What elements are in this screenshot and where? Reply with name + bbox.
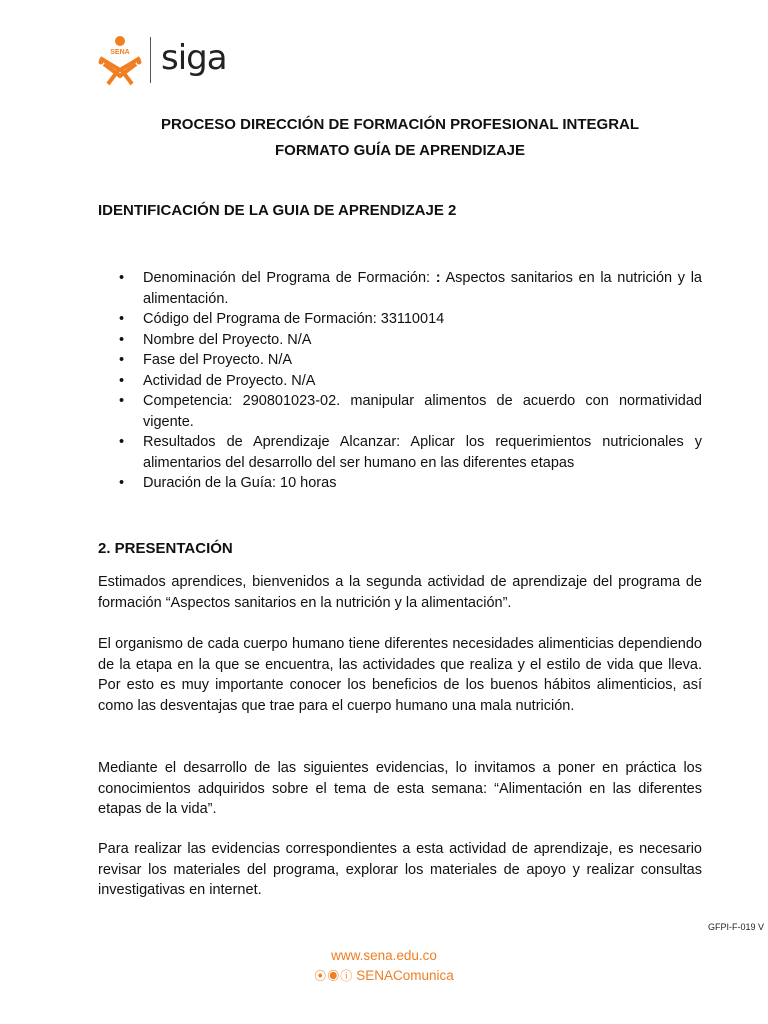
bullet-icon: • (119, 331, 125, 348)
section2-heading: 2. PRESENTACIÓN (98, 540, 233, 557)
presentation-paragraph: Para realizar las evidencias correspondientes a esta actividad de aprendizaje, es necesario revisar los materiales del programa, explorar los materiales de apoyo y realizar consultas investigativas en internet. (98, 841, 702, 899)
presentation-paragraph: Estimados aprendices, bienvenidos a la segunda actividad de aprendizaje del programa de formación “Aspectos sanitarios en la nutrición y la alimentación”. (98, 574, 702, 611)
section1-heading: IDENTIFICACIÓN DE LA GUIA DE APRENDIZAJE 2 (98, 202, 457, 219)
list-item: • Nombre del Proyecto. N/A (98, 330, 702, 351)
document-title-line1: PROCESO DIRECCIÓN DE FORMACIÓN PROFESIONAL INTEGRAL (160, 116, 640, 133)
list-item: • Duración de la Guía: 10 horas (98, 473, 702, 494)
bullet-icon: • (119, 393, 125, 409)
bullet-icon: • (119, 372, 125, 389)
bullet-icon: • (119, 434, 125, 450)
social-media-icons[interactable]: ⦿◉ⓘ (314, 969, 354, 983)
list-item: • Competencia: 290801023-02. manipular alimentos de acuerdo con normatividad vigente. (119, 393, 702, 430)
bullet-icon: • (119, 270, 125, 286)
presentation-paragraph: Mediante el desarrollo de las siguientes evidencias, lo invitamos a poner en práctica los conocimientos adquiridos sobre el tema de esta semana: “Alimentación en las diferentes etapas de la vida”. (98, 760, 702, 818)
siga-wordmark: siga (161, 38, 227, 78)
bullet-icon: • (119, 311, 125, 327)
bullet-icon: • (119, 352, 125, 368)
bullet-icon: • (119, 475, 125, 491)
header-logo (96, 34, 227, 86)
list-item: • Resultados de Aprendizaje Alcanzar: Aplicar los requerimientos nutricionales y alimentarios del desarrollo del ser humano en las diferentes etapas (119, 434, 702, 471)
form-code: GFPI-F-019 V (708, 922, 765, 932)
footer-url-link[interactable]: www.sena.edu.co (331, 948, 437, 963)
svg-text:SENA: SENA (110, 49, 130, 56)
presentation-paragraph: El organismo de cada cuerpo humano tiene diferentes necesidades alimenticias dependiendo de la etapa en la que se encuentra, las actividades que realiza y el estilo de vida que lleva. Por esto es muy importante conocer los beneficios de los buenos hábitos alimenticios, así como las desventajas que trae para el cuerpo humano una mala nutrición. (98, 636, 702, 715)
identification-list (98, 268, 702, 494)
document-title-line2: FORMATO GUÍA DE APRENDIZAJE (274, 142, 525, 159)
footer-social (0, 967, 768, 984)
list-item: • Denominación del Programa de Formación: : Aspectos sanitarios en la nutrición y la alimentación. (119, 270, 702, 307)
social-handle: SENAComunica (356, 968, 454, 983)
logo-divider (150, 37, 151, 83)
list-item: • Fase del Proyecto. N/A (98, 350, 702, 371)
list-item: • Código del Programa de Formación: 33110014 (98, 309, 702, 330)
sena-logo-icon (96, 34, 144, 86)
list-item: • Actividad de Proyecto. N/A (98, 371, 702, 392)
